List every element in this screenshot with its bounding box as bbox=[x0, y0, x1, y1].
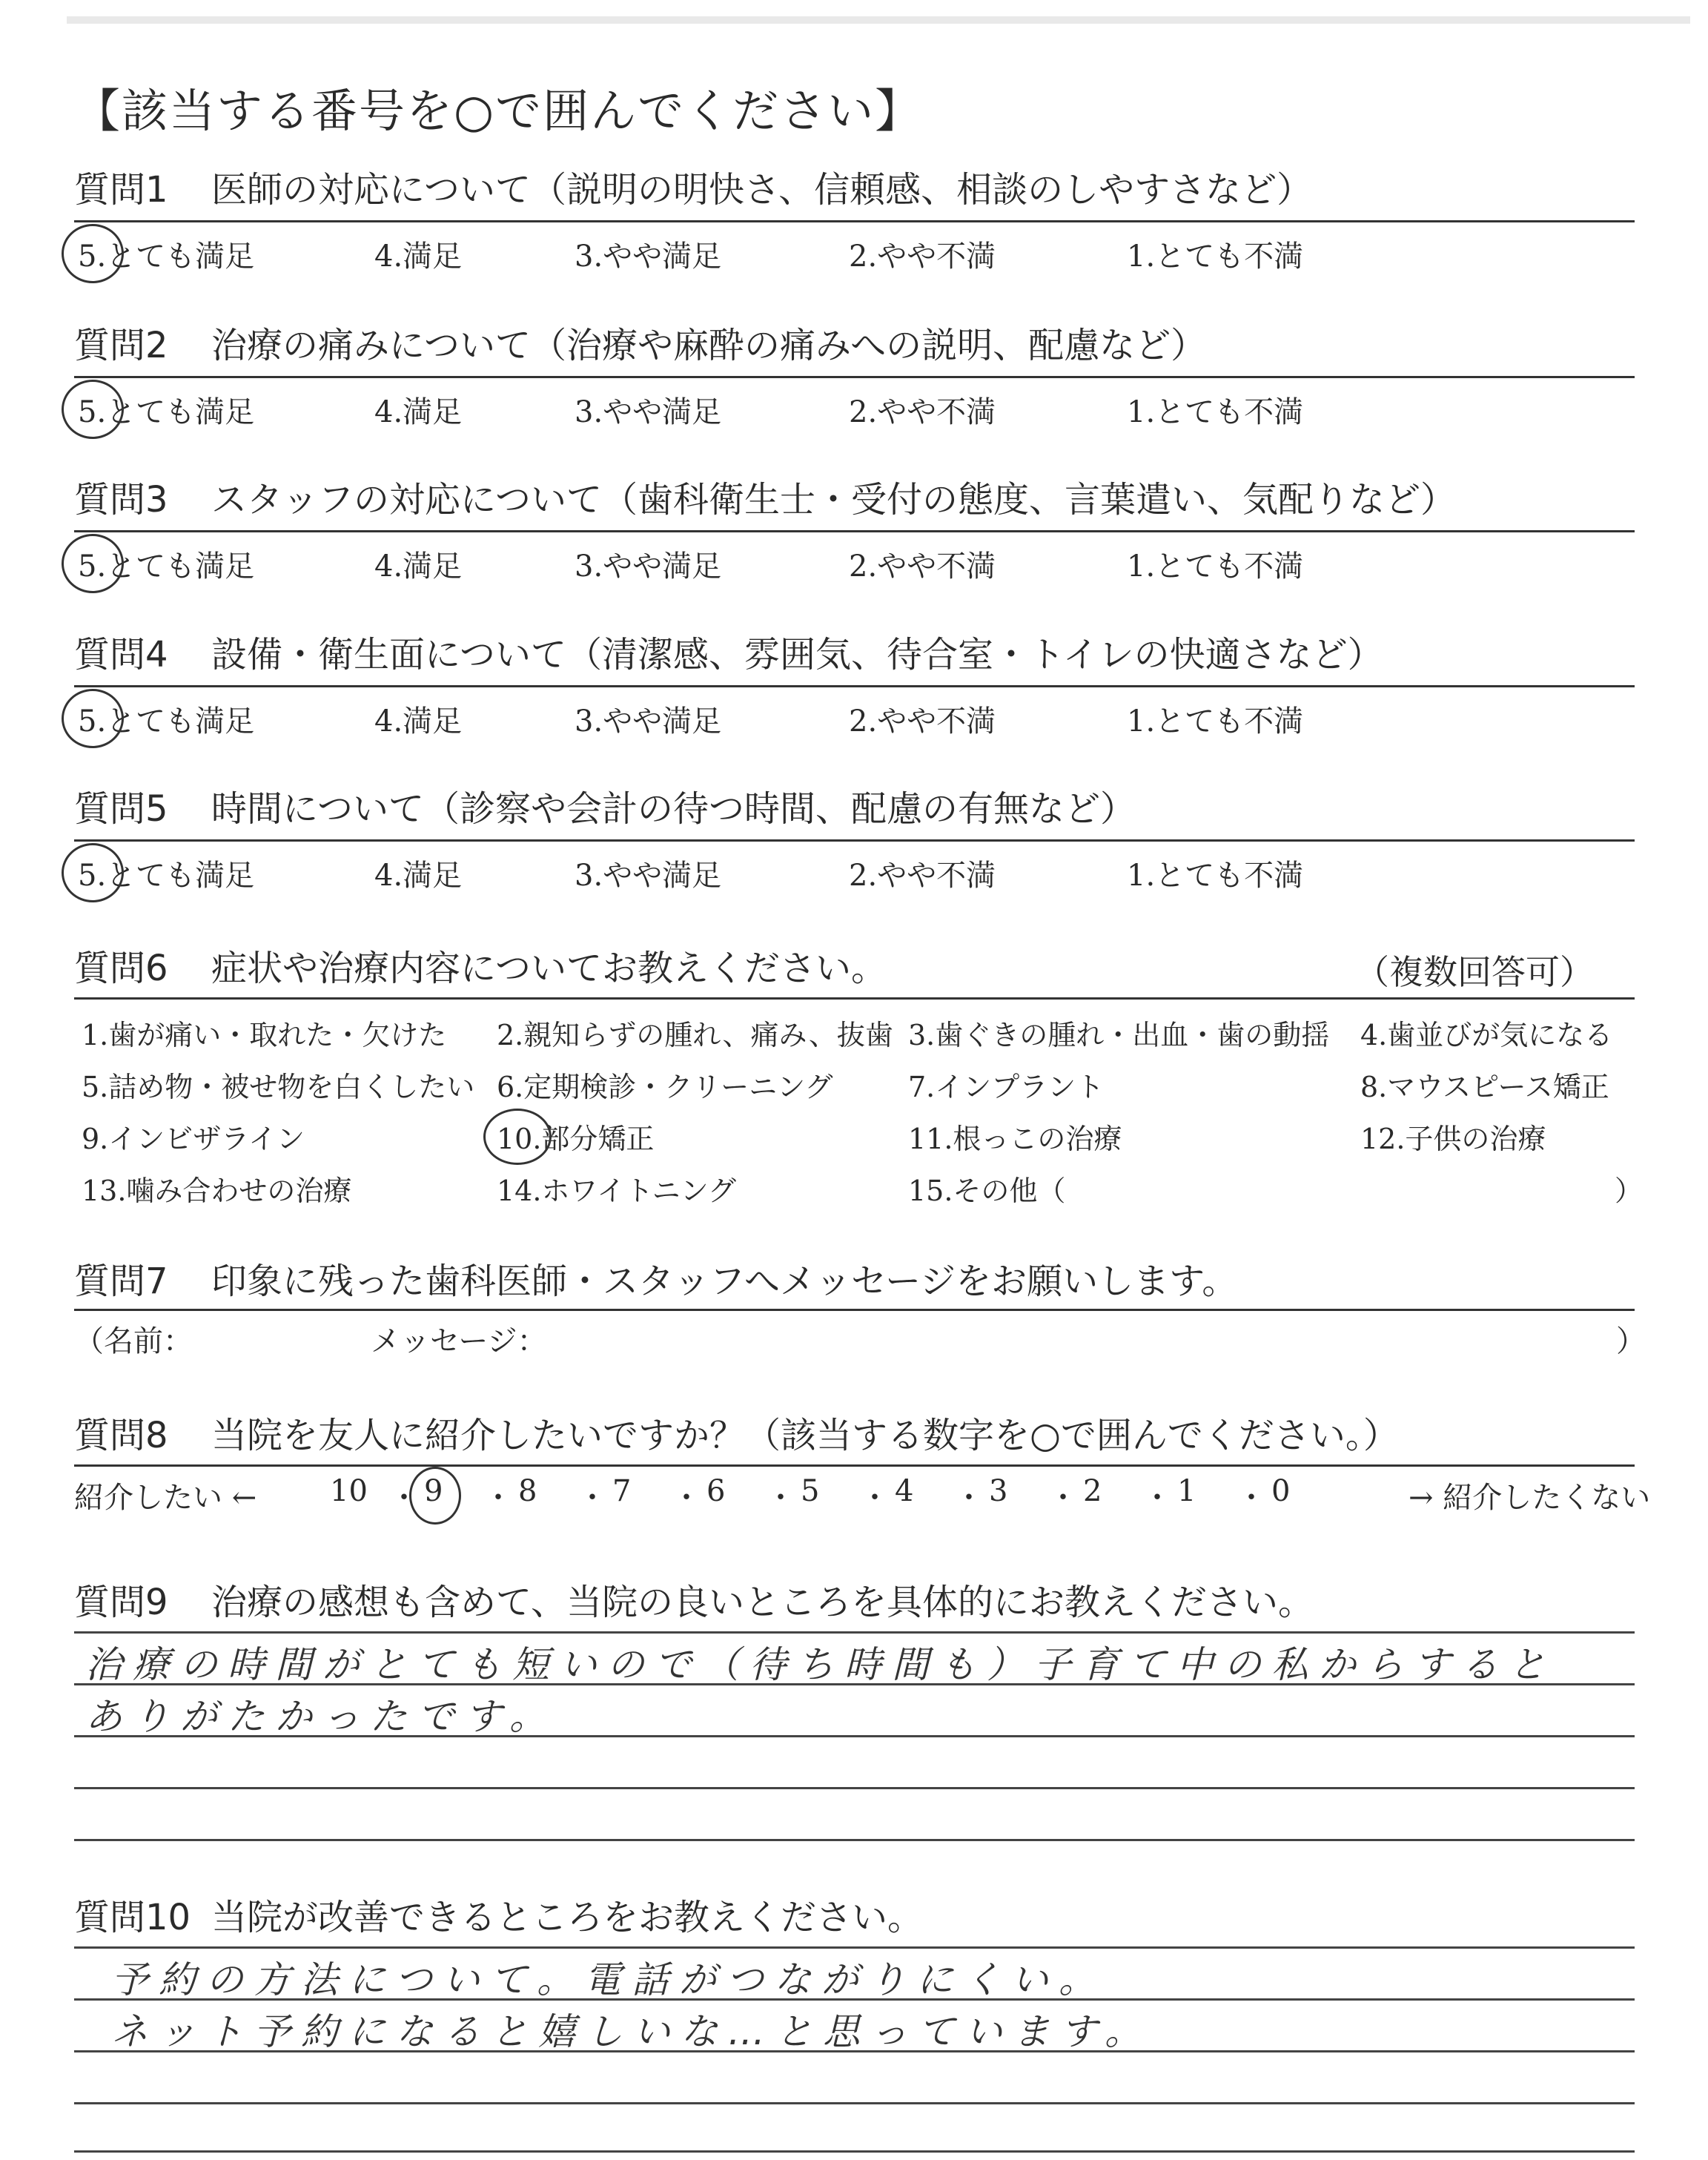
answer-line bbox=[74, 1946, 1635, 1949]
question-6-rule bbox=[74, 997, 1635, 1000]
question-2 bbox=[74, 323, 1631, 369]
selection-circle bbox=[62, 843, 124, 902]
rating-option[interactable]: 2.やや不満 bbox=[849, 395, 996, 429]
rating-option[interactable]: 3.やや満足 bbox=[575, 395, 722, 429]
rating-option[interactable]: 3.やや満足 bbox=[575, 240, 722, 274]
symptom-option[interactable]: 10.部分矯正 bbox=[497, 1123, 655, 1155]
scale-right-label: → 紹介したくない bbox=[1409, 1481, 1651, 1515]
scale-value[interactable]: 1 bbox=[1177, 1474, 1196, 1508]
scale-separator: ・ bbox=[483, 1481, 513, 1515]
symptom-option[interactable]: 7.インプラント bbox=[908, 1071, 1105, 1103]
symptom-option[interactable]: 1.歯が痛い・取れた・欠けた bbox=[82, 1019, 447, 1051]
question-number: 質問1 bbox=[74, 169, 168, 211]
symptom-option[interactable]: 2.親知らずの腫れ、痛み、抜歯 bbox=[497, 1019, 893, 1051]
question-7-rule bbox=[74, 1309, 1635, 1311]
rating-option[interactable]: 5.とても満足 bbox=[78, 549, 255, 584]
symptom-options bbox=[82, 1012, 1644, 1220]
scale-separator: ・ bbox=[860, 1481, 890, 1515]
rating-option[interactable]: 3.やや満足 bbox=[575, 704, 722, 739]
close-paren: ） bbox=[1615, 1175, 1644, 1207]
rating-option[interactable]: 4.満足 bbox=[374, 859, 463, 893]
form-instruction: 【該当する番号を○で囲んでください】 bbox=[74, 84, 923, 138]
symptom-option[interactable]: 6.定期検診・クリーニング bbox=[497, 1071, 833, 1103]
scale-value[interactable]: 0 bbox=[1271, 1474, 1291, 1508]
symptom-option[interactable]: 9.インビザライン bbox=[82, 1123, 305, 1155]
scale-separator: ・ bbox=[1237, 1481, 1266, 1515]
question-number: 質問9 bbox=[74, 1582, 168, 1623]
symptom-option[interactable]: 3.歯ぐきの腫れ・出血・歯の動揺 bbox=[908, 1019, 1330, 1051]
scale-value[interactable]: 7 bbox=[612, 1474, 632, 1508]
question-number: 質問5 bbox=[74, 788, 168, 830]
question-title: 当院が改善できるところをお教えください。 bbox=[211, 1897, 924, 1938]
question-title: 治療の痛みについて（治療や麻酔の痛みへの説明、配慮など） bbox=[211, 325, 1207, 366]
question-5-rule bbox=[74, 839, 1635, 842]
symptom-option[interactable]: 15.その他（ bbox=[908, 1175, 1066, 1207]
question-1-rule bbox=[74, 220, 1635, 222]
scale-separator: ・ bbox=[672, 1481, 701, 1515]
scale-separator: ・ bbox=[389, 1481, 419, 1515]
question-7 bbox=[74, 1258, 1631, 1304]
scale-value[interactable]: 10 bbox=[330, 1474, 368, 1508]
symptom-option[interactable]: 14.ホワイトニング bbox=[497, 1175, 737, 1207]
rating-option[interactable]: 1.とても不満 bbox=[1127, 240, 1304, 274]
symptom-option[interactable]: 13.噛み合わせの治療 bbox=[82, 1175, 352, 1207]
scale-value[interactable]: 2 bbox=[1083, 1474, 1102, 1508]
scale-value[interactable]: 5 bbox=[801, 1474, 820, 1508]
question-number: 質問3 bbox=[74, 479, 168, 521]
symptom-option[interactable]: 4.歯並びが気になる bbox=[1360, 1019, 1613, 1051]
symptom-option[interactable]: 11.根っこの治療 bbox=[908, 1123, 1122, 1155]
scale-separator: ・ bbox=[577, 1481, 607, 1515]
selection-circle bbox=[409, 1467, 461, 1525]
rating-option[interactable]: 2.やや不満 bbox=[849, 704, 996, 739]
question-title: 当院を友人に紹介したいですか？（該当する数字を○で囲んでください。） bbox=[211, 1415, 1399, 1456]
question-number: 質問8 bbox=[74, 1415, 168, 1456]
rating-options bbox=[78, 386, 1560, 432]
question-number: 質問2 bbox=[74, 325, 168, 366]
question-title: 設備・衛生面について（清潔感、雰囲気、待合室・トイレの快適さなど） bbox=[211, 634, 1383, 676]
recommend-scale bbox=[74, 1474, 1651, 1519]
selection-circle bbox=[62, 689, 124, 748]
question-4 bbox=[74, 632, 1631, 678]
rating-option[interactable]: 3.やや満足 bbox=[575, 549, 722, 584]
scale-value[interactable]: 4 bbox=[895, 1474, 914, 1508]
question-title: 時間について（診察や会計の待つ時間、配慮の有無など） bbox=[211, 788, 1136, 830]
question-title: 症状や治療内容についてお教えください。 bbox=[211, 948, 887, 989]
rating-option[interactable]: 5.とても満足 bbox=[78, 395, 255, 429]
rating-option[interactable]: 2.やや不満 bbox=[849, 549, 996, 584]
question-3 bbox=[74, 477, 1631, 523]
scale-value[interactable]: 3 bbox=[989, 1474, 1008, 1508]
rating-option[interactable]: 4.満足 bbox=[374, 704, 463, 739]
question-9 bbox=[74, 1579, 1631, 1625]
scan-top-edge bbox=[67, 16, 1690, 24]
answer-line bbox=[74, 1787, 1635, 1789]
symptom-option[interactable]: 5.詰め物・被せ物を白くしたい bbox=[82, 1071, 475, 1103]
symptom-option[interactable]: 8.マウスピース矯正 bbox=[1360, 1071, 1609, 1103]
question-8 bbox=[74, 1413, 1631, 1459]
rating-options bbox=[78, 540, 1560, 586]
scale-left-label: 紹介したい ← bbox=[74, 1481, 257, 1515]
question-1 bbox=[74, 167, 1631, 213]
question-6 bbox=[74, 945, 1631, 991]
question-number: 質問6 bbox=[74, 948, 168, 989]
selection-circle bbox=[62, 534, 124, 593]
rating-option[interactable]: 2.やや不満 bbox=[849, 240, 996, 274]
rating-option[interactable]: 5.とても満足 bbox=[78, 240, 255, 274]
rating-option[interactable]: 5.とても満足 bbox=[78, 859, 255, 893]
question-title: 印象に残った歯科医師・スタッフへメッセージをお願いします。 bbox=[211, 1261, 1238, 1302]
question-title: 医師の対応について（説明の明快さ、信頼感、相談のしやすさなど） bbox=[211, 169, 1313, 211]
name-label: （名前： bbox=[74, 1324, 193, 1358]
rating-option[interactable]: 4.満足 bbox=[374, 395, 463, 429]
selection-circle bbox=[483, 1109, 552, 1165]
handwritten-answer: 予約の方法について。電話がつながりにくい。 bbox=[111, 1958, 1106, 2001]
multiple-answer-note: （複数回答可） bbox=[1355, 952, 1594, 992]
question-title: スタッフの対応について（歯科衛生士・受付の態度、言葉遣い、気配りなど） bbox=[211, 479, 1457, 521]
handwritten-answer: ネット予約になると嬉しいな…と思っています。 bbox=[111, 2010, 1152, 2053]
question-number: 質問10 bbox=[74, 1897, 191, 1938]
rating-options bbox=[78, 695, 1560, 741]
rating-option[interactable]: 5.とても満足 bbox=[78, 704, 255, 739]
symptom-option[interactable]: 12.子供の治療 bbox=[1360, 1123, 1546, 1155]
scale-separator: ・ bbox=[766, 1481, 795, 1515]
scale-separator: ・ bbox=[1142, 1481, 1172, 1515]
rating-option[interactable]: 1.とても不満 bbox=[1127, 395, 1304, 429]
question-10 bbox=[74, 1895, 1631, 1941]
scale-value[interactable]: 8 bbox=[518, 1474, 537, 1508]
selection-circle bbox=[62, 224, 124, 283]
question-3-rule bbox=[74, 530, 1635, 532]
answer-line bbox=[74, 1839, 1635, 1841]
question-5 bbox=[74, 786, 1631, 832]
scale-separator: ・ bbox=[1048, 1481, 1078, 1515]
scale-value[interactable]: 6 bbox=[706, 1474, 726, 1508]
question-title: 治療の感想も含めて、当院の良いところを具体的にお教えください。 bbox=[211, 1582, 1314, 1623]
rating-options bbox=[78, 230, 1560, 276]
rating-option[interactable]: 3.やや満足 bbox=[575, 859, 722, 893]
scale-value[interactable]: 9 bbox=[424, 1474, 443, 1508]
scale-separator: ・ bbox=[954, 1481, 984, 1515]
rating-options bbox=[78, 849, 1560, 895]
message-label: メッセージ： bbox=[371, 1324, 547, 1358]
answer-line bbox=[74, 1631, 1635, 1634]
handwritten-answer: ありがたかったです。 bbox=[85, 1695, 557, 1738]
close-paren: ） bbox=[1616, 1324, 1646, 1358]
question-number: 質問4 bbox=[74, 634, 168, 676]
rating-option[interactable]: 1.とても不満 bbox=[1127, 859, 1304, 893]
rating-option[interactable]: 1.とても不満 bbox=[1127, 704, 1304, 739]
rating-option[interactable]: 4.満足 bbox=[374, 549, 463, 584]
answer-line bbox=[74, 2150, 1635, 2153]
question-8-rule bbox=[74, 1464, 1635, 1467]
rating-option[interactable]: 1.とても不満 bbox=[1127, 549, 1304, 584]
selection-circle bbox=[62, 380, 124, 439]
answer-line bbox=[74, 2102, 1635, 2104]
rating-option[interactable]: 4.満足 bbox=[374, 240, 463, 274]
question-number: 質問7 bbox=[74, 1261, 168, 1302]
handwritten-answer: 治療の時間がとても短いので（待ち時間も）子育て中の私からすると bbox=[85, 1643, 1556, 1686]
question-2-rule bbox=[74, 376, 1635, 378]
rating-option[interactable]: 2.やや不満 bbox=[849, 859, 996, 893]
question-4-rule bbox=[74, 685, 1635, 687]
